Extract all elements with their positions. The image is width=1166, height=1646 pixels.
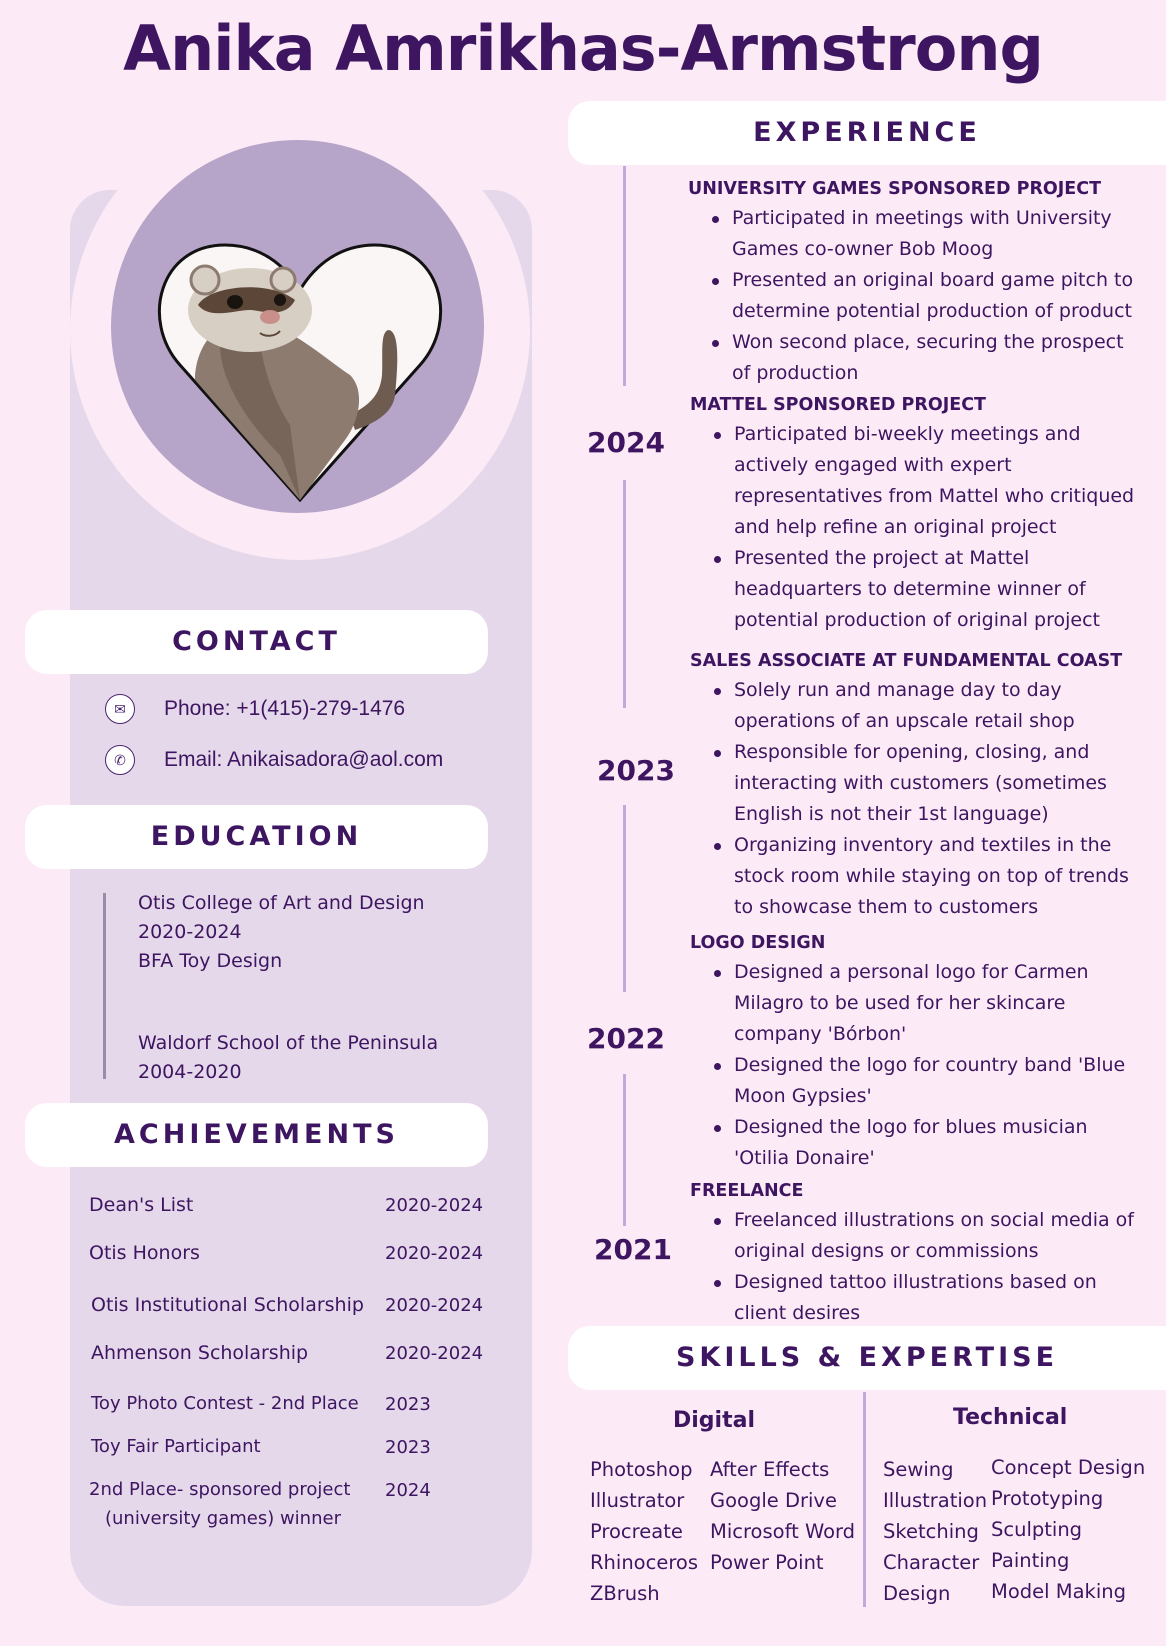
job-bullet: Participated in meetings with University Games co-owner Bob Moog	[688, 203, 1148, 265]
timeline-year: 2024	[587, 426, 665, 459]
timeline-line	[623, 166, 626, 386]
experience-entry	[688, 179, 1148, 389]
phone-icon: ✆	[105, 745, 135, 775]
skill-item: Sewing	[883, 1458, 954, 1481]
skill-item: ZBrush	[590, 1582, 660, 1605]
skill-item: Photoshop	[590, 1458, 693, 1481]
skills-heading: SKILLS & EXPERTISE	[568, 1326, 1166, 1390]
achievement-label: Ahmenson Scholarship	[91, 1342, 309, 1364]
achievement-year: 2020-2024	[385, 1295, 484, 1316]
achievement-label: 2nd Place- sponsored project	[89, 1479, 351, 1500]
job-title: UNIVERSITY GAMES SPONSORED PROJECT	[688, 179, 1102, 199]
skill-item: Painting	[991, 1549, 1070, 1572]
skill-item: Sculpting	[991, 1518, 1083, 1541]
education-entry	[138, 889, 425, 976]
skill-item: Rhinoceros	[590, 1551, 699, 1574]
skills-digital-heading: Digital	[673, 1408, 755, 1433]
achievement-label-line2: (university games) winner	[105, 1508, 341, 1529]
skill-item: Model Making	[991, 1580, 1126, 1603]
skill-item: Google Drive	[710, 1489, 837, 1512]
education-years: 2004-2020	[138, 1061, 242, 1083]
skill-item: Character	[883, 1551, 980, 1574]
timeline-line	[623, 480, 626, 708]
skill-item: Power Point	[710, 1551, 824, 1574]
resume-name: Anika Amrikhas-Armstrong	[123, 12, 1043, 85]
skill-item: Illustration	[883, 1489, 988, 1512]
skills-technical-col2	[991, 1452, 1145, 1607]
timeline-year: 2023	[597, 754, 675, 787]
job-bullet: Presented the project at Mattel headquarters to determine winner of potential production of original project	[690, 543, 1150, 636]
job-title: MATTEL SPONSORED PROJECT	[690, 395, 986, 415]
ferret-in-heart-illustration	[150, 225, 450, 505]
skills-technical-col1	[883, 1454, 987, 1609]
achievement-label: Toy Fair Participant	[91, 1436, 261, 1457]
job-bullet: Designed the logo for country band 'Blue Moon Gypsies'	[690, 1050, 1150, 1112]
experience-heading: EXPERIENCE	[568, 101, 1166, 165]
job-bullet: Responsible for opening, closing, and interacting with customers (sometimes English is not their 1st language)	[690, 737, 1150, 830]
job-bullet: Participated bi-weekly meetings and actively engaged with expert representatives from Mattel who critiqued and help refine an original project	[690, 419, 1150, 543]
experience-entry	[690, 651, 1150, 923]
job-bullet: Freelanced illustrations on social media of original designs or commissions	[690, 1205, 1150, 1267]
skill-item: Sketching	[883, 1520, 979, 1543]
experience-entry	[690, 1181, 1150, 1329]
skills-divider	[863, 1392, 866, 1607]
contact-heading: CONTACT	[25, 610, 488, 674]
skill-item: Microsoft Word	[710, 1520, 856, 1543]
job-bullet: Designed tattoo illustrations based on client desires	[690, 1267, 1150, 1329]
job-bullet: Designed a personal logo for Carmen Milagro to be used for her skincare company 'Bórbon'	[690, 957, 1150, 1050]
contact-email-row[interactable]	[105, 744, 443, 776]
skill-item: Design	[883, 1582, 951, 1605]
timeline-line	[623, 805, 626, 992]
education-entry	[138, 1029, 438, 1087]
education-school: Waldorf School of the Peninsula	[138, 1032, 439, 1054]
timeline-year: 2021	[594, 1233, 672, 1266]
achievement-year: 2020-2024	[385, 1195, 484, 1216]
contact-phone: Phone: +1(415)-279-1476	[164, 697, 406, 720]
job-bullet: Designed the logo for blues musician 'Otilia Donaire'	[690, 1112, 1150, 1174]
envelope-icon: ✉	[105, 694, 135, 724]
contact-phone-row[interactable]	[105, 693, 405, 725]
achievement-label: Otis Honors	[89, 1242, 200, 1264]
job-title: FREELANCE	[690, 1181, 804, 1201]
job-bullet: Solely run and manage day to day operations of an upscale retail shop	[690, 675, 1150, 737]
achievement-year: 2020-2024	[385, 1343, 484, 1364]
achievement-year: 2020-2024	[385, 1243, 484, 1264]
skill-item: Illustrator	[590, 1489, 685, 1512]
job-bullet: Won second place, securing the prospect of production	[688, 327, 1148, 389]
skill-item: Procreate	[590, 1520, 683, 1543]
skills-digital-col1	[590, 1454, 698, 1609]
achievement-label: Dean's List	[89, 1194, 194, 1216]
timeline-year: 2022	[587, 1022, 665, 1055]
achievement-year: 2023	[385, 1394, 431, 1415]
achievement-label: Toy Photo Contest - 2nd Place	[91, 1393, 359, 1414]
skill-item: Prototyping	[991, 1487, 1104, 1510]
achievements-heading: ACHIEVEMENTS	[25, 1103, 488, 1167]
skill-item: Concept Design	[991, 1456, 1146, 1479]
education-heading: EDUCATION	[25, 805, 488, 869]
achievement-label: Otis Institutional Scholarship	[91, 1294, 364, 1316]
education-years: 2020-2024	[138, 921, 242, 943]
job-bullet: Organizing inventory and textiles in the stock room while staying on top of trends to showcase them to customers	[690, 830, 1150, 923]
education-divider	[103, 893, 106, 1079]
skills-digital-col2	[710, 1454, 855, 1578]
job-bullet: Presented an original board game pitch to determine potential production of product	[688, 265, 1148, 327]
education-degree: BFA Toy Design	[138, 950, 283, 972]
skill-item: After Effects	[710, 1458, 830, 1481]
timeline-line	[623, 1074, 626, 1226]
experience-entry	[690, 933, 1150, 1174]
experience-entry	[690, 395, 1150, 636]
achievement-year: 2024	[385, 1480, 431, 1501]
skills-technical-heading: Technical	[953, 1405, 1068, 1430]
education-school: Otis College of Art and Design	[138, 892, 425, 914]
job-title: LOGO DESIGN	[690, 933, 826, 953]
job-title: SALES ASSOCIATE AT FUNDAMENTAL COAST	[690, 651, 1123, 671]
achievement-year: 2023	[385, 1437, 431, 1458]
contact-email: Email: Anikaisadora@aol.com	[164, 748, 444, 771]
